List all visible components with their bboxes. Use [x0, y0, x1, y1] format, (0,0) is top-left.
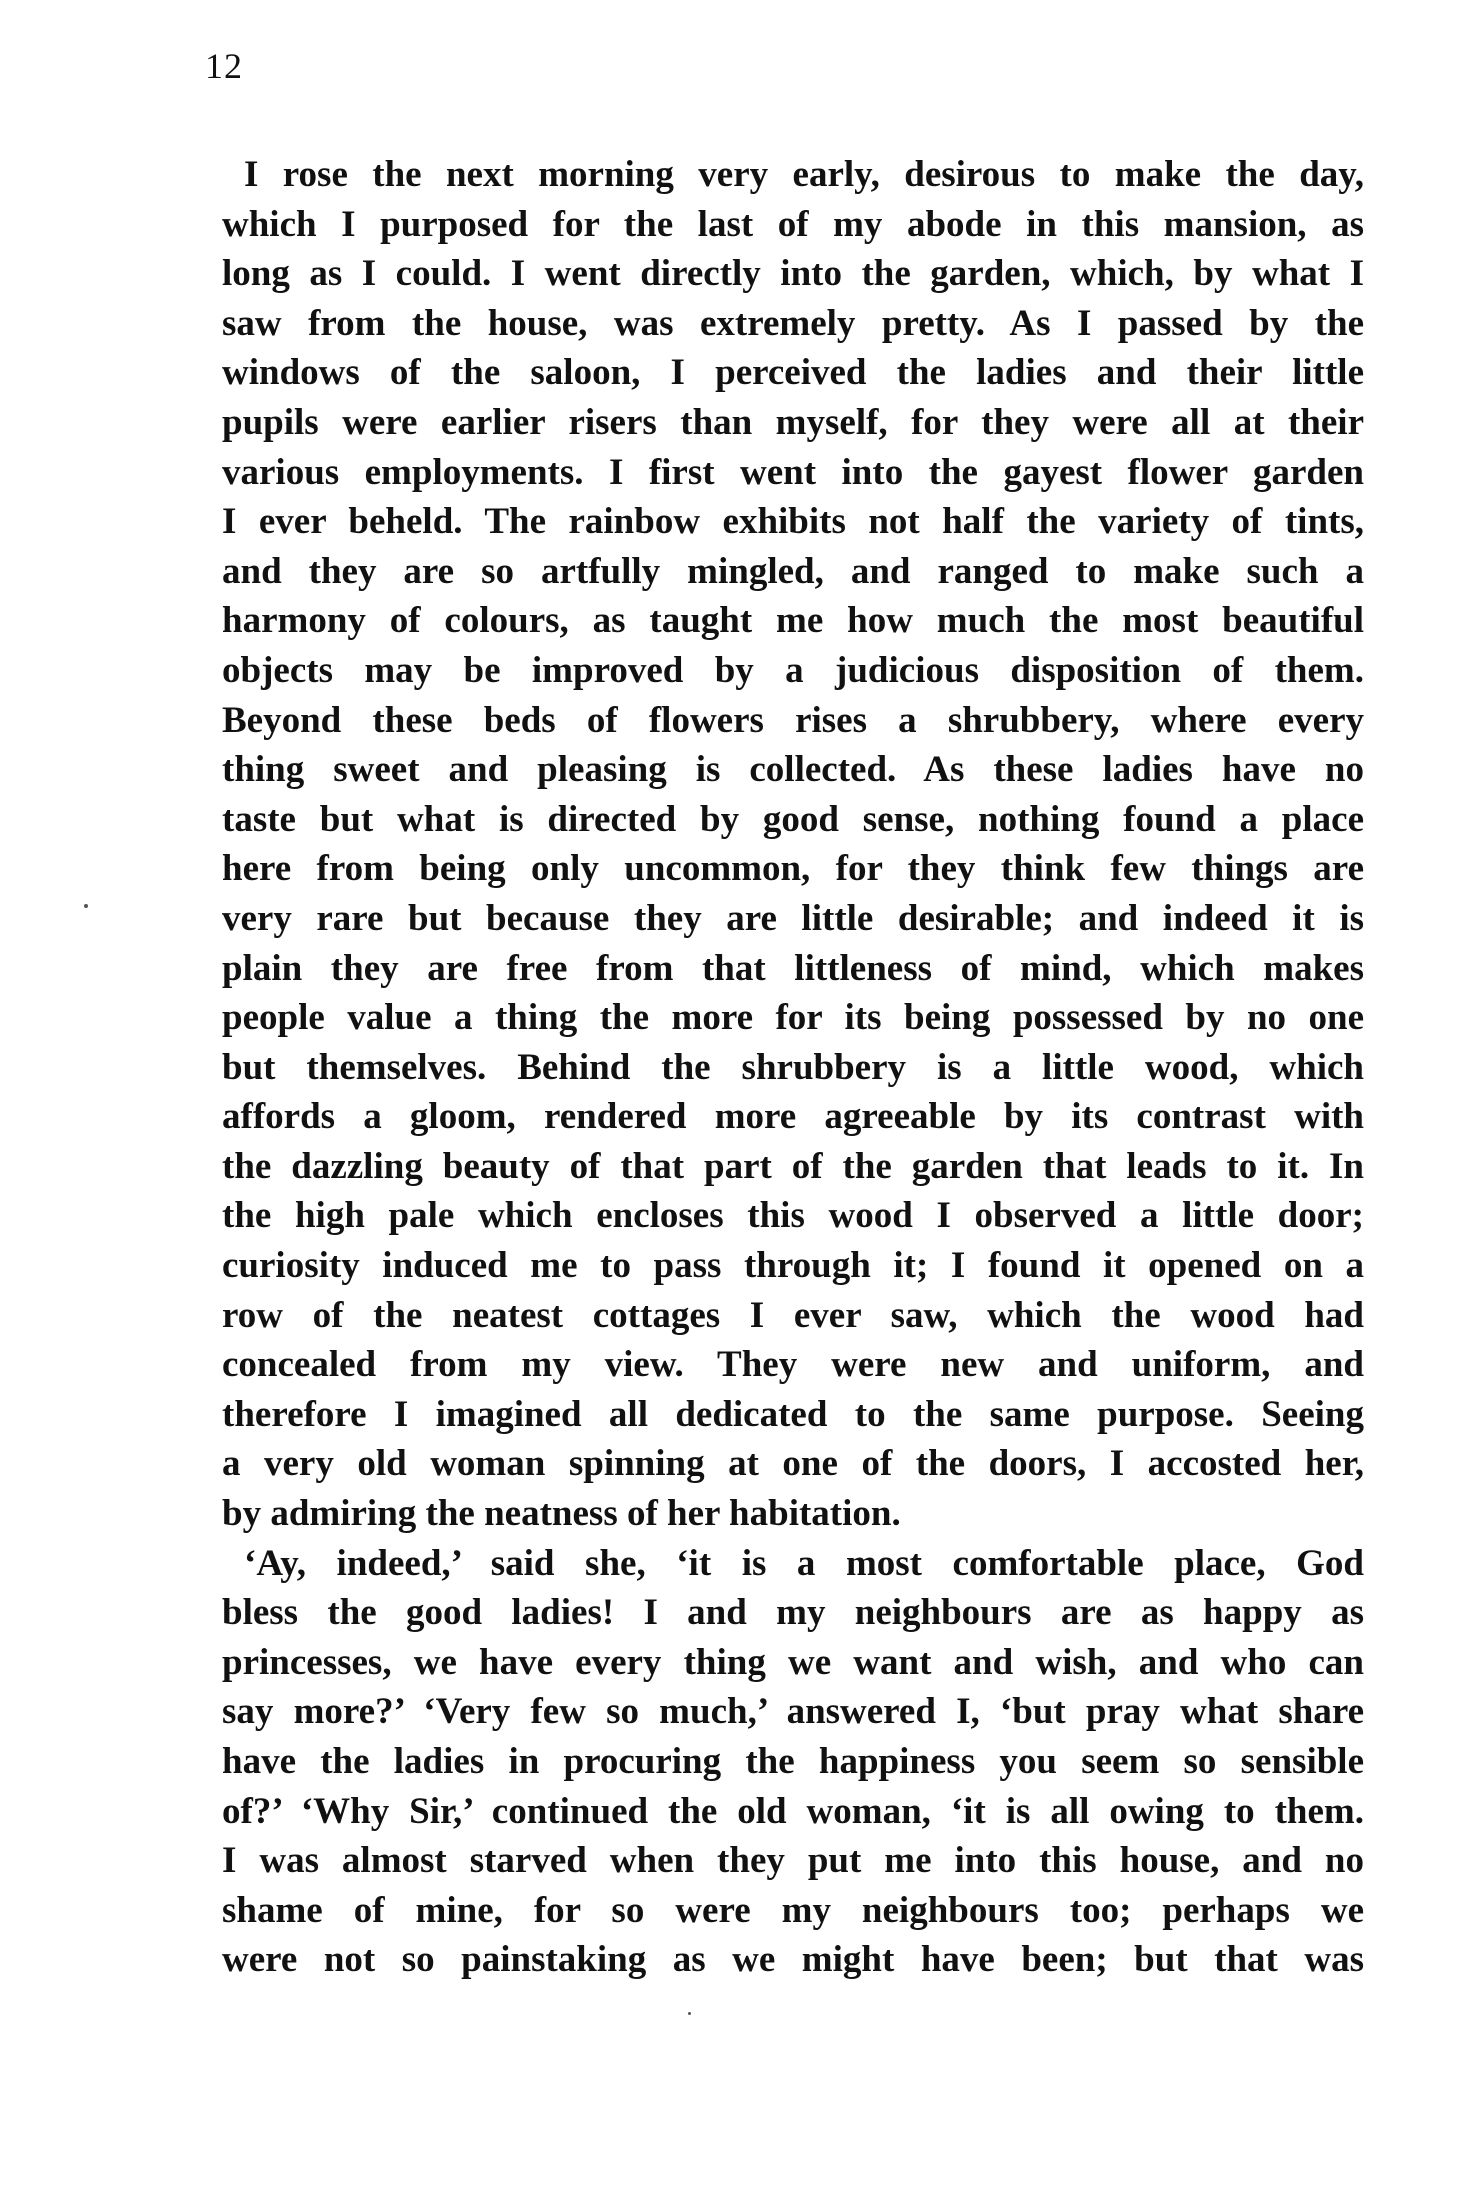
page-number: 12 — [205, 46, 243, 86]
text-line: of?’ ‘Why Sir,’ continued the old woman, ‘it is all owing to them. — [222, 1790, 1364, 1832]
text-line: here from being only uncommon, for they think few things are — [222, 848, 1364, 890]
text-line: bless the good ladies! I and my neighbours are as happy as — [222, 1592, 1364, 1634]
text-line: row of the neatest cottages I ever saw, which the wood had — [222, 1294, 1364, 1336]
text-line: I was almost starved when they put me into this house, and no — [222, 1840, 1364, 1882]
text-line: concealed from my view. They were new and uniform, and — [222, 1344, 1364, 1386]
text-line: taste but what is directed by good sense, nothing found a place — [222, 798, 1364, 840]
text-line: the dazzling beauty of that part of the garden that leads to it. In — [222, 1145, 1364, 1187]
text-line: various employments. I first went into the gayest flower garden — [222, 451, 1364, 493]
paragraph-2 — [222, 1539, 1364, 1985]
text-line: ‘Ay, indeed,’ said she, ‘it is a most comfortable place, God — [244, 1542, 1364, 1584]
text-line: people value a thing the more for its being possessed by no one — [222, 997, 1364, 1039]
text-line: curiosity induced me to pass through it; I found it opened on a — [222, 1245, 1364, 1287]
text-line: thing sweet and pleasing is collected. As these ladies have no — [222, 749, 1364, 791]
paragraph-1 — [222, 150, 1364, 1539]
text-line: saw from the house, was extremely pretty. As I passed by the — [222, 302, 1364, 344]
text-line: but themselves. Behind the shrubbery is a little wood, which — [222, 1046, 1364, 1088]
text-line: objects may be improved by a judicious disposition of them. — [222, 649, 1364, 691]
text-line: very rare but because they are little desirable; and indeed it is — [222, 897, 1364, 939]
text-line: shame of mine, for so were my neighbours too; perhaps we — [222, 1889, 1364, 1931]
text-line: a very old woman spinning at one of the doors, I accosted her, — [222, 1443, 1364, 1485]
text-line: which I purposed for the last of my abode in this mansion, as — [222, 203, 1364, 245]
text-line: Beyond these beds of flowers rises a shrubbery, where every — [222, 699, 1364, 741]
text-line: say more?’ ‘Very few so much,’ answered I, ‘but pray what share — [222, 1691, 1364, 1733]
text-line: were not so painstaking as we might have been; but that was — [222, 1939, 1364, 1981]
body-text — [222, 150, 1364, 1985]
text-line: harmony of colours, as taught me how much the most beautiful — [222, 600, 1364, 642]
text-line: have the ladies in procuring the happiness you seem so sensible — [222, 1741, 1364, 1782]
text-line: therefore I imagined all dedicated to the same purpose. Seeing — [222, 1393, 1364, 1435]
text-line: windows of the saloon, I perceived the ladies and their little — [222, 352, 1364, 394]
text-line: and they are so artfully mingled, and ranged to make such a — [222, 550, 1364, 592]
text-line: princesses, we have every thing we want and wish, and who can — [222, 1641, 1364, 1683]
scan-speck — [688, 2012, 691, 2015]
text-line: by admiring the neatness of her habitation. — [222, 1493, 901, 1535]
text-line: plain they are free from that littleness of mind, which makes — [222, 947, 1364, 989]
text-line: affords a gloom, rendered more agreeable by its contrast with — [222, 1096, 1364, 1138]
text-line: I rose the next morning very early, desirous to make the day, — [244, 154, 1364, 195]
scan-speck — [84, 904, 88, 908]
text-line: pupils were earlier risers than myself, for they were all at their — [222, 401, 1364, 443]
text-line: long as I could. I went directly into the garden, which, by what I — [222, 253, 1364, 295]
text-line: the high pale which encloses this wood I observed a little door; — [222, 1195, 1364, 1237]
text-line: I ever beheld. The rainbow exhibits not half the variety of tints, — [222, 501, 1364, 543]
